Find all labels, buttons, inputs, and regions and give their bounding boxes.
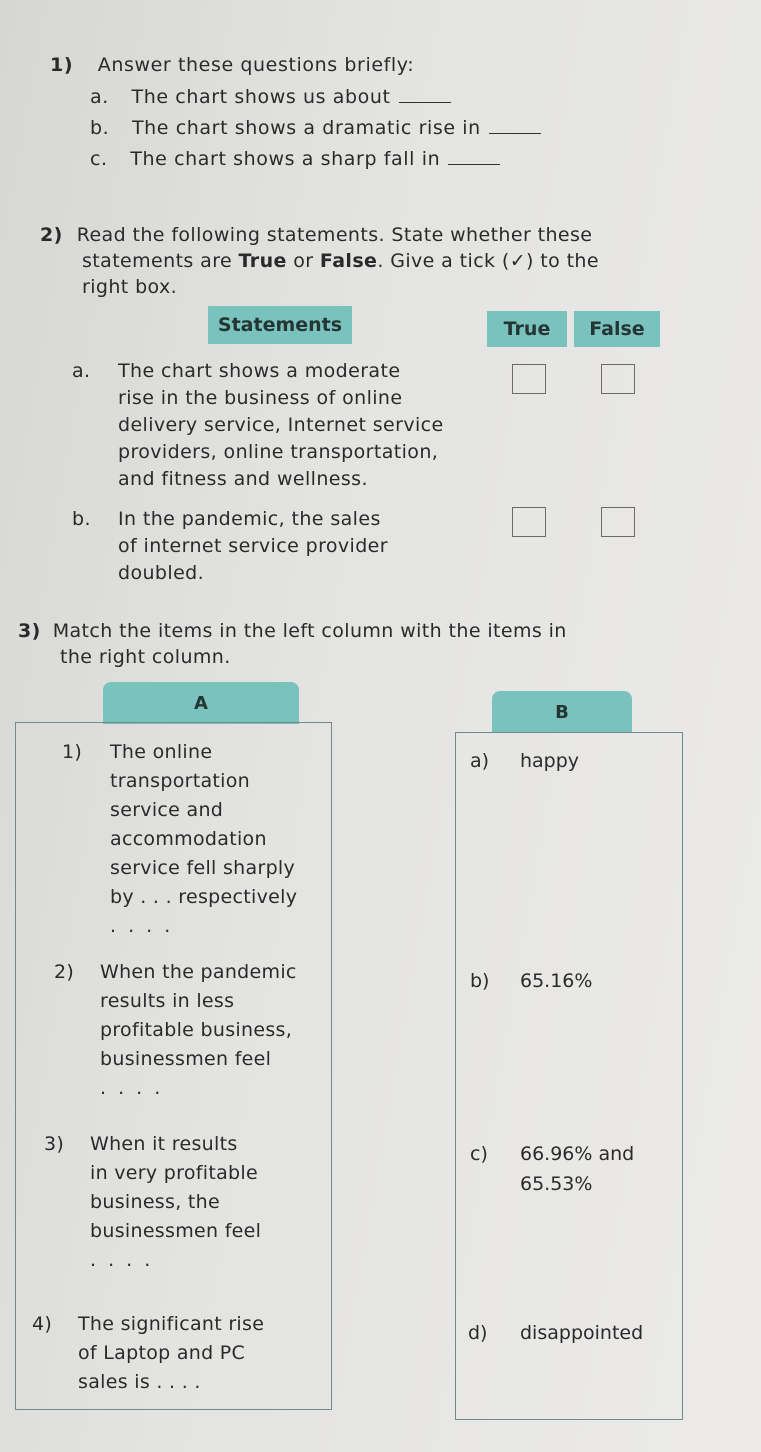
- option-line: 65.53%: [520, 1173, 593, 1195]
- item-line: in very profitable: [90, 1162, 258, 1184]
- match-item-left-1: [62, 738, 297, 941]
- q3-instructions: [18, 618, 738, 670]
- q1-item-letter: b.: [90, 117, 110, 139]
- true-checkbox-b[interactable]: [512, 507, 546, 537]
- item-line: businessmen feel: [100, 1048, 272, 1070]
- match-item-right-c: [470, 1139, 634, 1199]
- match-item-left-2: [54, 958, 297, 1103]
- match-item-left-4: [32, 1310, 264, 1397]
- statement-line: of internet service provider: [118, 535, 388, 557]
- option-letter: b): [470, 970, 490, 992]
- item-line: businessmen feel: [90, 1220, 262, 1242]
- item-line: service fell sharply: [110, 857, 296, 879]
- answer-blank[interactable]: [399, 102, 451, 103]
- q3-line: Match the items in the left column with the items in: [52, 620, 567, 642]
- option-line: 66.96% and: [520, 1143, 635, 1165]
- option-line: 65.16%: [520, 970, 593, 992]
- item-line: service and: [110, 799, 224, 821]
- item-number: 3): [44, 1133, 65, 1155]
- column-b-box: [455, 732, 683, 1420]
- item-line: accommodation: [110, 828, 267, 850]
- q2-line: Read the following statements. State whether these: [76, 224, 593, 246]
- q1-heading: [50, 54, 414, 76]
- q1-item-letter: a.: [90, 86, 109, 108]
- item-line: transportation: [110, 770, 251, 792]
- column-b-header: B: [492, 691, 632, 733]
- q2-line: . Give a tick (✓) to the: [377, 250, 599, 272]
- q2-line: statements are: [82, 250, 239, 272]
- item-number: 1): [62, 741, 83, 763]
- item-line: business, the: [90, 1191, 220, 1213]
- q1-item-c: [90, 148, 500, 170]
- false-checkbox-b[interactable]: [601, 507, 635, 537]
- q3-line: the right column.: [60, 646, 231, 668]
- item-line: The online: [110, 741, 213, 763]
- statement-letter: b.: [72, 508, 91, 530]
- false-word: False: [319, 250, 378, 272]
- q2-line: right box.: [82, 276, 178, 298]
- answer-dots: . . . .: [90, 1249, 154, 1271]
- option-letter: a): [470, 750, 490, 772]
- statement-line: rise in the business of online: [118, 387, 403, 409]
- item-line: The significant rise: [78, 1313, 265, 1335]
- item-line: by . . . respectively: [110, 886, 298, 908]
- statement-b: [72, 506, 388, 587]
- q2-line: or: [286, 250, 320, 272]
- option-line: happy: [520, 750, 580, 772]
- option-letter: d): [468, 1322, 488, 1344]
- q2-instructions: [40, 222, 740, 300]
- statement-a: [72, 358, 444, 493]
- statement-line: delivery service, Internet service: [118, 414, 444, 436]
- item-line: of Laptop and PC: [78, 1342, 246, 1364]
- item-line: When the pandemic: [100, 961, 297, 983]
- statement-line: The chart shows a moderate: [118, 360, 401, 382]
- q1-number: 1): [50, 54, 74, 76]
- q1-item-b: [90, 117, 541, 139]
- false-checkbox-a[interactable]: [601, 364, 635, 394]
- statement-line: doubled.: [118, 562, 205, 584]
- answer-blank[interactable]: [448, 164, 500, 165]
- match-item-right-d: [468, 1318, 643, 1348]
- answer-blank[interactable]: [489, 133, 541, 134]
- match-item-left-3: [44, 1130, 261, 1275]
- statement-line: In the pandemic, the sales: [118, 508, 381, 530]
- q1-item-text: The chart shows a sharp fall in: [130, 148, 441, 170]
- item-number: 2): [54, 961, 75, 983]
- match-item-right-b: [470, 966, 592, 996]
- true-header: True: [487, 311, 567, 347]
- option-line: disappointed: [520, 1322, 644, 1344]
- false-header: False: [574, 311, 660, 347]
- q1-item-letter: c.: [90, 148, 108, 170]
- statement-line: providers, online transportation,: [118, 441, 439, 463]
- item-line: profitable business,: [100, 1019, 293, 1041]
- true-word: True: [238, 250, 287, 272]
- column-a-header: A: [103, 682, 299, 724]
- option-letter: c): [470, 1143, 488, 1165]
- statement-letter: a.: [72, 360, 91, 382]
- q1-item-text: The chart shows us about: [131, 86, 391, 108]
- q1-title: Answer these questions briefly:: [97, 54, 415, 76]
- statement-line: and fitness and wellness.: [118, 468, 368, 490]
- item-line: results in less: [100, 990, 235, 1012]
- true-checkbox-a[interactable]: [512, 364, 546, 394]
- answer-dots: . . . .: [100, 1077, 164, 1099]
- item-line: When it results: [90, 1133, 238, 1155]
- q1-item-a: [90, 86, 451, 108]
- q2-number: 2): [40, 224, 63, 246]
- statements-header: Statements: [208, 306, 352, 344]
- match-item-right-a: [470, 746, 579, 776]
- item-number: 4): [32, 1313, 53, 1335]
- item-line: sales is . . . .: [78, 1371, 201, 1393]
- answer-dots: . . . .: [110, 915, 174, 937]
- q3-number: 3): [18, 620, 41, 642]
- q1-item-text: The chart shows a dramatic rise in: [131, 117, 481, 139]
